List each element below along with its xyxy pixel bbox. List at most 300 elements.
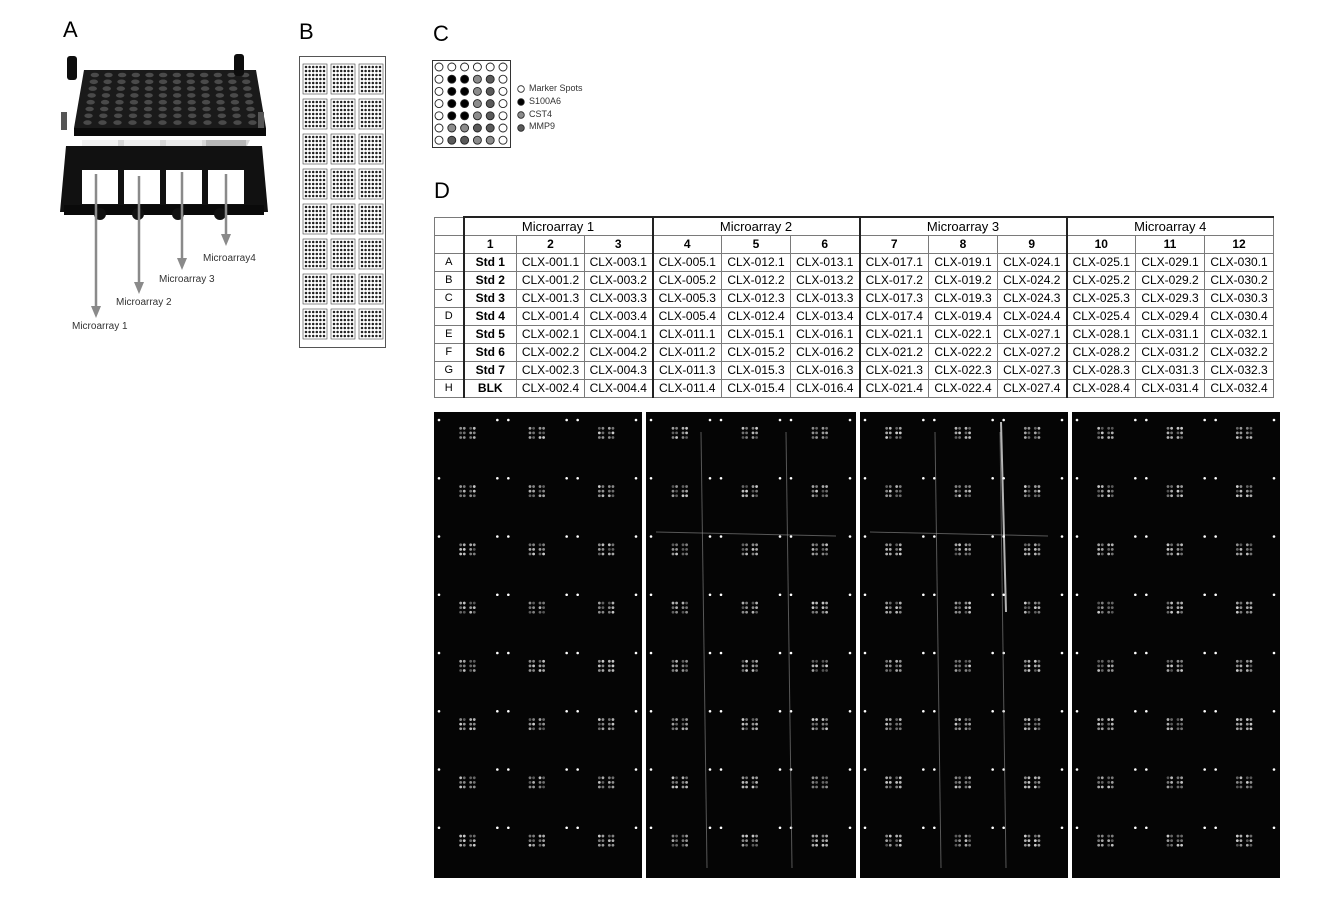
scan-spot [529, 485, 532, 488]
scan-spot [1170, 602, 1173, 605]
scan-spot [1250, 786, 1253, 789]
scan-spot [815, 436, 818, 439]
scan-spot [532, 718, 535, 721]
scan-spot [885, 490, 888, 493]
scan-spot [815, 786, 818, 789]
scan-spot [895, 718, 898, 721]
scan-spot [608, 490, 611, 493]
scan-spot [752, 602, 755, 605]
scan-spot [608, 786, 611, 789]
scan-spot [1034, 494, 1037, 497]
scan-spot [473, 660, 476, 663]
scan-spot [895, 660, 898, 663]
scan-spot [1240, 553, 1243, 556]
scan-spot [1167, 669, 1170, 672]
arrow-label-microarray-4: Microarray4 [203, 253, 256, 264]
scan-spot [958, 494, 961, 497]
scan-spot [1246, 611, 1249, 614]
sample-cell: CLX-031.1 [1136, 326, 1205, 344]
scan-spot [672, 665, 675, 668]
scan-spot [825, 839, 828, 842]
scan-marker-spot [635, 535, 638, 538]
scan-spot [1170, 660, 1173, 663]
scan-spot [812, 553, 815, 556]
scan-spot [825, 548, 828, 551]
scan-marker-spot [864, 826, 867, 829]
scan-spot [682, 494, 685, 497]
scan-spot [958, 776, 961, 779]
scan-spot [955, 786, 958, 789]
scan-spot [672, 839, 675, 842]
scan-marker-spot [507, 826, 510, 829]
scan-spot [1101, 602, 1104, 605]
scan-spot [745, 844, 748, 847]
scan-spot [958, 669, 961, 672]
scan-spot [473, 723, 476, 726]
scan-marker-spot [496, 477, 499, 480]
scan-spot [1034, 427, 1037, 430]
scan-marker-spot [709, 710, 712, 713]
scan-spot [473, 494, 476, 497]
scan-spot [895, 432, 898, 435]
scan-spot [885, 427, 888, 430]
sample-cell: CLX-012.4 [722, 308, 791, 326]
scan-spot [755, 543, 758, 546]
scan-spot [1028, 485, 1031, 488]
scan-spot [532, 839, 535, 842]
scan-marker-spot [1061, 826, 1064, 829]
scan-spot [675, 485, 678, 488]
column-number-header: 11 [1136, 236, 1205, 254]
scan-spot [958, 786, 961, 789]
sample-cell: CLX-021.3 [860, 362, 929, 380]
scan-spot [1177, 485, 1180, 488]
row-label: H [435, 380, 464, 398]
scan-spot [685, 660, 688, 663]
column-number-header: 9 [998, 236, 1067, 254]
sample-cell: CLX-015.2 [722, 344, 791, 362]
scan-spot [752, 727, 755, 730]
scan-spot [685, 548, 688, 551]
scan-spot [965, 776, 968, 779]
scan-spot [1107, 718, 1110, 721]
scan-spot [1097, 835, 1100, 838]
scan-marker-spot [438, 768, 441, 771]
scan-spot [812, 723, 815, 726]
scan-spot [742, 490, 745, 493]
scan-spot [469, 660, 472, 663]
sample-cell: CLX-025.2 [1067, 272, 1136, 290]
scan-spot [968, 723, 971, 726]
scan-spot [1170, 665, 1173, 668]
scan-spot [1107, 839, 1110, 842]
scan-spot [968, 485, 971, 488]
column-number-header: 4 [653, 236, 722, 254]
scan-marker-spot [1134, 535, 1137, 538]
scan-spot [1038, 660, 1041, 663]
scan-spot [885, 776, 888, 779]
scan-spot [1177, 436, 1180, 439]
scan-spot [532, 606, 535, 609]
sample-cell: CLX-028.3 [1067, 362, 1136, 380]
sample-cell: CLX-012.3 [722, 290, 791, 308]
scan-spot [685, 723, 688, 726]
sample-cell: CLX-030.1 [1205, 254, 1274, 272]
scan-spot [612, 611, 615, 614]
sample-cell: CLX-027.4 [998, 380, 1067, 398]
scan-spot [752, 786, 755, 789]
scan-spot [675, 436, 678, 439]
scan-spot [968, 781, 971, 784]
scan-spot [608, 432, 611, 435]
scan-spot [1034, 781, 1037, 784]
scan-spot [1028, 490, 1031, 493]
legend-label-marker-spots: Marker Spots [529, 83, 583, 93]
scan-spot [899, 665, 902, 668]
sample-cell: CLX-011.4 [653, 380, 722, 398]
scan-spot [745, 427, 748, 430]
scan-marker-spot [1076, 768, 1079, 771]
scan-spot [682, 543, 685, 546]
scan-spot [1028, 665, 1031, 668]
scan-spot [612, 786, 615, 789]
scan-spot [1038, 611, 1041, 614]
legend-label-s100a6: S100A6 [529, 96, 562, 106]
scan-spot [968, 776, 971, 779]
scan-spot [752, 781, 755, 784]
scan-spot [529, 543, 532, 546]
scan-spot [1097, 839, 1100, 842]
scan-spot [815, 490, 818, 493]
sample-cell: CLX-005.2 [653, 272, 722, 290]
scan-marker-spot [720, 768, 723, 771]
scan-marker-spot [507, 710, 510, 713]
scan-marker-spot [1061, 419, 1064, 422]
scan-spot [1111, 723, 1114, 726]
standard-cell: Std 6 [464, 344, 517, 362]
scan-spot [672, 606, 675, 609]
sample-cell: CLX-032.1 [1205, 326, 1274, 344]
scan-spot [612, 436, 615, 439]
scan-spot [598, 548, 601, 551]
sample-cell: CLX-005.3 [653, 290, 722, 308]
scan-marker-spot [1145, 593, 1148, 596]
scan-spot [968, 660, 971, 663]
scan-spot [1236, 786, 1239, 789]
scan-spot [1107, 611, 1110, 614]
column-number-header: 2 [517, 236, 585, 254]
scan-marker-spot [438, 652, 441, 655]
scan-spot [745, 723, 748, 726]
scan-marker-spot [1203, 477, 1206, 480]
scan-spot [539, 781, 542, 784]
scan-spot [675, 839, 678, 842]
scan-marker-spot [991, 826, 994, 829]
scan-spot [822, 781, 825, 784]
scan-spot [825, 606, 828, 609]
scan-spot [469, 427, 472, 430]
scan-spot [745, 606, 748, 609]
scan-spot [822, 665, 825, 668]
scan-marker-spot [991, 710, 994, 713]
scan-spot [1038, 835, 1041, 838]
scan-marker-spot [635, 419, 638, 422]
scan-spot [598, 781, 601, 784]
scan-spot [899, 844, 902, 847]
scan-spot [955, 781, 958, 784]
scan-spot [1246, 494, 1249, 497]
scan-spot [469, 839, 472, 842]
scan-marker-spot [709, 768, 712, 771]
scan-spot [812, 781, 815, 784]
scan-spot [1028, 727, 1031, 730]
scan-spot [473, 553, 476, 556]
scan-spot [752, 835, 755, 838]
scan-spot [542, 776, 545, 779]
scan-marker-spot [991, 768, 994, 771]
scan-spot [532, 786, 535, 789]
scan-spot [539, 485, 542, 488]
scan-spot [968, 548, 971, 551]
scan-spot [965, 490, 968, 493]
scan-spot [1177, 494, 1180, 497]
scan-spot [602, 835, 605, 838]
scan-spot [473, 602, 476, 605]
sample-cell: CLX-001.3 [517, 290, 585, 308]
scan-spot [473, 432, 476, 435]
scan-spot [608, 611, 611, 614]
scan-spot [752, 494, 755, 497]
scan-spot [965, 427, 968, 430]
standard-cell: Std 5 [464, 326, 517, 344]
scan-spot [1111, 606, 1114, 609]
scan-spot [1167, 665, 1170, 668]
scan-marker-spot [709, 419, 712, 422]
scan-marker-spot [933, 419, 936, 422]
scan-spot [1246, 606, 1249, 609]
scan-spot [612, 543, 615, 546]
scan-spot [1034, 727, 1037, 730]
scan-spot [1107, 436, 1110, 439]
scan-spot [539, 606, 542, 609]
sample-cell: CLX-031.4 [1136, 380, 1205, 398]
scan-spot [965, 485, 968, 488]
microarray-group-header: Microarray 3 [860, 217, 1067, 236]
sample-cell: CLX-017.3 [860, 290, 929, 308]
scan-spot [1180, 669, 1183, 672]
scan-spot [1246, 781, 1249, 784]
scan-spot [812, 611, 815, 614]
scan-microarray [860, 412, 1068, 878]
scan-spot [672, 485, 675, 488]
scan-spot [1177, 786, 1180, 789]
scan-spot [889, 727, 892, 730]
scan-spot [598, 543, 601, 546]
scan-marker-spot [1145, 826, 1148, 829]
scan-spot [469, 665, 472, 668]
scan-spot [968, 543, 971, 546]
scan-spot [529, 548, 532, 551]
scan-spot [1024, 602, 1027, 605]
sample-cell: CLX-003.2 [585, 272, 653, 290]
scan-marker-spot [922, 710, 925, 713]
scan-spot [1167, 786, 1170, 789]
scan-spot [968, 786, 971, 789]
scan-spot [968, 839, 971, 842]
scan-spot [1111, 844, 1114, 847]
scan-marker-spot [438, 710, 441, 713]
scan-spot [682, 835, 685, 838]
scan-spot [822, 669, 825, 672]
scan-spot [885, 723, 888, 726]
sample-cell: CLX-016.4 [791, 380, 860, 398]
scan-spot [825, 727, 828, 730]
scan-marker-spot [1214, 710, 1217, 713]
scan-spot [822, 602, 825, 605]
scan-spot [1236, 839, 1239, 842]
scan-spot [542, 660, 545, 663]
scan-spot [529, 669, 532, 672]
scan-spot [1111, 839, 1114, 842]
scan-spot [473, 835, 476, 838]
scan-spot [1250, 669, 1253, 672]
scan-spot [532, 660, 535, 663]
scan-spot [532, 723, 535, 726]
scan-spot [612, 485, 615, 488]
scan-spot [469, 835, 472, 838]
scan-spot [1111, 548, 1114, 551]
scan-spot [742, 781, 745, 784]
scan-spot [745, 660, 748, 663]
scan-spot [612, 776, 615, 779]
scan-spot [889, 665, 892, 668]
standard-cell: Std 2 [464, 272, 517, 290]
scan-spot [682, 490, 685, 493]
scan-marker-spot [635, 593, 638, 596]
scan-spot [1101, 432, 1104, 435]
scan-spot [463, 606, 466, 609]
scan-spot [1101, 723, 1104, 726]
scan-spot [968, 606, 971, 609]
scan-spot [542, 835, 545, 838]
scan-spot [1024, 660, 1027, 663]
scan-spot [812, 432, 815, 435]
scan-spot [899, 669, 902, 672]
sample-cell: CLX-027.1 [998, 326, 1067, 344]
scan-spot [542, 485, 545, 488]
scan-spot [825, 781, 828, 784]
scan-spot [1038, 727, 1041, 730]
scan-spot [899, 786, 902, 789]
scan-spot [1024, 835, 1027, 838]
scan-spot [742, 553, 745, 556]
scan-spot [602, 781, 605, 784]
scan-spot [682, 718, 685, 721]
scan-spot [1250, 553, 1253, 556]
scan-spot [463, 781, 466, 784]
scan-spot [1246, 776, 1249, 779]
scan-spot [958, 835, 961, 838]
scan-marker-spot [709, 593, 712, 596]
scan-spot [1038, 606, 1041, 609]
scan-spot [1250, 776, 1253, 779]
scan-spot [473, 718, 476, 721]
scan-spot [968, 436, 971, 439]
arrow-label-microarray-3: Microarray 3 [159, 274, 215, 285]
scan-spot [473, 844, 476, 847]
scan-spot [672, 543, 675, 546]
scan-spot [1101, 776, 1104, 779]
scan-spot [473, 786, 476, 789]
scan-spot [955, 553, 958, 556]
scan-spot [755, 548, 758, 551]
scan-marker-spot [1214, 419, 1217, 422]
scan-spot [602, 432, 605, 435]
scan-spot [812, 606, 815, 609]
scan-spot [812, 665, 815, 668]
scan-spot [955, 776, 958, 779]
scan-spot [965, 781, 968, 784]
scan-spot [899, 727, 902, 730]
scan-spot [1107, 727, 1110, 730]
scan-spot [672, 548, 675, 551]
scan-spot [958, 660, 961, 663]
scan-spot [958, 602, 961, 605]
scan-spot [542, 553, 545, 556]
scan-spot [1180, 494, 1183, 497]
scan-spot [825, 776, 828, 779]
sample-cell: CLX-013.2 [791, 272, 860, 290]
scan-spot [822, 606, 825, 609]
scan-spot [889, 606, 892, 609]
scan-spot [815, 606, 818, 609]
scan-marker-spot [1214, 652, 1217, 655]
scan-marker-spot [864, 419, 867, 422]
scan-marker-spot [922, 477, 925, 480]
scan-spot [1170, 490, 1173, 493]
scan-spot [742, 436, 745, 439]
scan-spot [822, 835, 825, 838]
scan-spot [598, 723, 601, 726]
scan-spot [612, 553, 615, 556]
scan-spot [1097, 723, 1100, 726]
sample-cell: CLX-012.1 [722, 254, 791, 272]
sample-cell: CLX-002.3 [517, 362, 585, 380]
scan-spot [955, 669, 958, 672]
scan-marker-spot [1134, 710, 1137, 713]
scan-marker-spot [991, 419, 994, 422]
scan-spot [1097, 494, 1100, 497]
sample-cell: CLX-019.1 [929, 254, 998, 272]
scan-spot [1180, 727, 1183, 730]
scan-spot [815, 665, 818, 668]
scan-spot [1180, 606, 1183, 609]
scan-marker-spot [1203, 535, 1206, 538]
scan-spot [958, 490, 961, 493]
scan-spot [1246, 718, 1249, 721]
scan-spot [895, 723, 898, 726]
sample-cell: CLX-015.4 [722, 380, 791, 398]
scan-spot [675, 432, 678, 435]
sample-cell: CLX-022.3 [929, 362, 998, 380]
scan-spot [745, 553, 748, 556]
scan-marker-spot [507, 593, 510, 596]
scan-spot [469, 543, 472, 546]
scan-spot [1236, 548, 1239, 551]
scan-spot [1250, 606, 1253, 609]
scan-spot [958, 727, 961, 730]
scan-spot [1107, 427, 1110, 430]
